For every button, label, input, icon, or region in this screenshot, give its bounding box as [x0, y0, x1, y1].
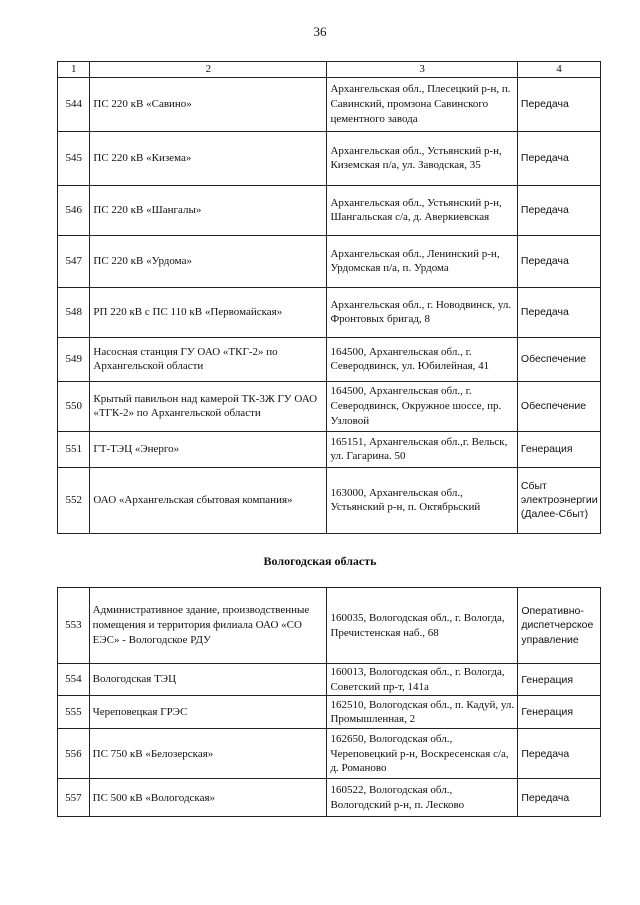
row-number-cell: 556: [58, 729, 90, 779]
row-number-cell: 550: [58, 381, 90, 431]
table-body: [58, 77, 601, 533]
row-number-cell: 546: [58, 185, 90, 235]
activity-type-cell: Передача: [517, 287, 600, 337]
activity-type-cell: Обеспечение: [517, 337, 600, 381]
facility-name-cell: Крытый павильон над камерой ТК-3Ж ГУ ОАО «ТГК-2» по Архангельской области: [90, 381, 327, 431]
table-row: [58, 696, 601, 729]
activity-type-cell: Генерация: [517, 431, 600, 467]
row-number-cell: 557: [58, 779, 90, 817]
facility-name-cell: ПС 500 кВ «Вологодская»: [89, 779, 327, 817]
address-cell: 164500, Архангельская обл., г. Северодвинск, ул. Юбилейная, 41: [327, 337, 517, 381]
row-number-cell: 555: [58, 696, 90, 729]
column-header-2: 2: [90, 62, 327, 78]
facilities-table-arkhangelsk: [57, 61, 601, 534]
row-number-cell: 552: [58, 467, 90, 533]
table-row: [58, 235, 601, 287]
table-header-row: [58, 62, 601, 78]
table-row: [58, 381, 601, 431]
table-body: [58, 588, 601, 817]
activity-type-cell: Передача: [517, 235, 600, 287]
activity-type-cell: Передача: [518, 729, 601, 779]
facility-name-cell: Череповецкая ГРЭС: [89, 696, 327, 729]
row-number-cell: 544: [58, 77, 90, 131]
table-row: [58, 185, 601, 235]
address-cell: 160035, Вологодская обл., г. Вологда, Пречистенская наб., 68: [327, 588, 518, 664]
table-row: [58, 588, 601, 664]
address-cell: Архангельская обл., г. Новодвинск, ул. Фронтовых бригад, 8: [327, 287, 517, 337]
facility-name-cell: Вологодская ТЭЦ: [89, 664, 327, 696]
facility-name-cell: ПС 220 кВ «Савино»: [90, 77, 327, 131]
column-header-3: 3: [327, 62, 517, 78]
address-cell: Архангельская обл., Устьянский р-н, Шангальская с/а, д. Аверкиевская: [327, 185, 517, 235]
activity-type-cell: Передача: [517, 131, 600, 185]
facility-name-cell: Насосная станция ГУ ОАО «ТКГ-2» по Архангельской области: [90, 337, 327, 381]
facility-name-cell: ПС 220 кВ «Шангалы»: [90, 185, 327, 235]
table-row: [58, 431, 601, 467]
address-cell: 165151, Архангельская обл.,г. Вельск, ул. Гагарина. 50: [327, 431, 517, 467]
address-cell: 160013, Вологодская обл., г. Вологда, Советский пр-т, 141а: [327, 664, 518, 696]
address-cell: Архангельская обл., Ленинский р-н, Урдомская п/а, п. Урдома: [327, 235, 517, 287]
row-number-cell: 548: [58, 287, 90, 337]
row-number-cell: 553: [58, 588, 90, 664]
activity-type-cell: Сбыт электроэнергии (Далее-Сбыт): [517, 467, 600, 533]
table-row: [58, 664, 601, 696]
address-cell: 160522, Вологодская обл., Вологодский р-н, п. Лесково: [327, 779, 518, 817]
activity-type-cell: Генерация: [518, 696, 601, 729]
facility-name-cell: Административное здание, производственные помещения и территория филиала ОАО «СО ЕЭС» - Вологодское РДУ: [89, 588, 327, 664]
activity-type-cell: Передача: [517, 185, 600, 235]
facilities-table-vologda: [57, 587, 601, 817]
activity-type-cell: Генерация: [518, 664, 601, 696]
activity-type-cell: Передача: [518, 779, 601, 817]
table-row: [58, 779, 601, 817]
row-number-cell: 554: [58, 664, 90, 696]
row-number-cell: 551: [58, 431, 90, 467]
facility-name-cell: РП 220 кВ с ПС 110 кВ «Первомайская»: [90, 287, 327, 337]
row-number-cell: 547: [58, 235, 90, 287]
section-heading: Вологодская область: [263, 554, 377, 568]
table-row: [58, 337, 601, 381]
address-cell: 163000, Архангельская обл., Устьянский р-н, п. Октябрьский: [327, 467, 517, 533]
table-row: [58, 77, 601, 131]
address-cell: Архангельская обл., Устьянский р-н, Киземская п/а, ул. Заводская, 35: [327, 131, 517, 185]
activity-type-cell: Обеспечение: [517, 381, 600, 431]
address-cell: 162510, Вологодская обл., п. Кадуй, ул. Промышленная, 2: [327, 696, 518, 729]
facility-name-cell: ГТ-ТЭЦ «Энерго»: [90, 431, 327, 467]
facility-name-cell: ПС 220 кВ «Урдома»: [90, 235, 327, 287]
address-cell: 162650, Вологодская обл., Череповецкий р-н, Воскресенская с/а, д. Романово: [327, 729, 518, 779]
facility-name-cell: ПС 220 кВ «Кизема»: [90, 131, 327, 185]
row-number-cell: 545: [58, 131, 90, 185]
row-number-cell: 549: [58, 337, 90, 381]
table-row: [58, 287, 601, 337]
activity-type-cell: Оперативно-диспетчерское управление: [518, 588, 601, 664]
table-row: [58, 467, 601, 533]
table-row: [58, 131, 601, 185]
table-row: [58, 729, 601, 779]
facility-name-cell: ПС 750 кВ «Белозерская»: [89, 729, 327, 779]
column-header-1: 1: [58, 62, 90, 78]
facility-name-cell: ОАО «Архангельская сбытовая компания»: [90, 467, 327, 533]
page-number: 36: [313, 24, 327, 39]
address-cell: 164500, Архангельская обл., г. Северодвинск, Окружное шоссе, пр. Узловой: [327, 381, 517, 431]
activity-type-cell: Передача: [517, 77, 600, 131]
address-cell: Архангельская обл., Плесецкий р-н, п. Савинский, промзона Савинского цементного завода: [327, 77, 517, 131]
column-header-4: 4: [517, 62, 600, 78]
